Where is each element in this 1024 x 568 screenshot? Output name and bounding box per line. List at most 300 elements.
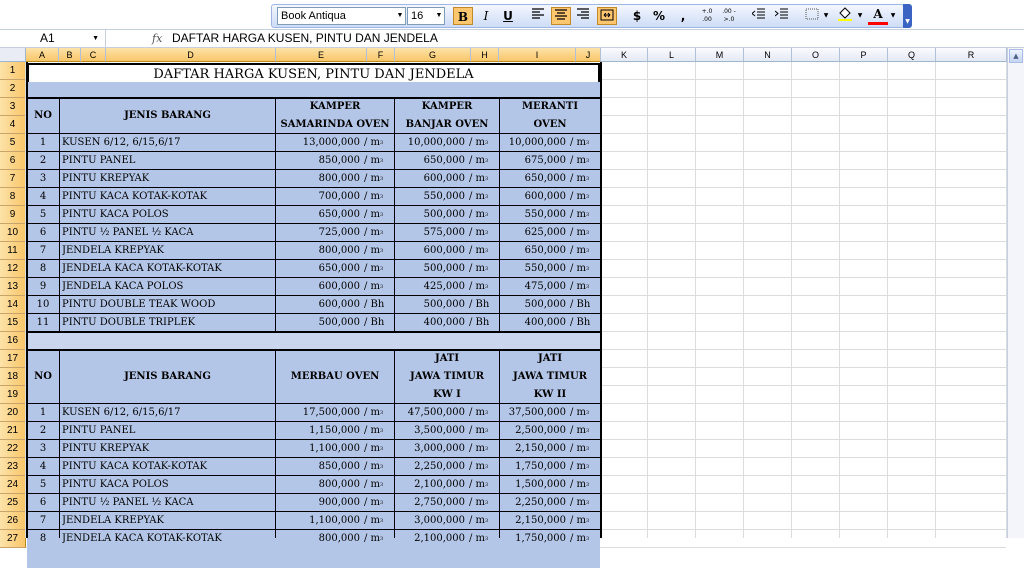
cell-price[interactable]: 47,500,000 — [407, 407, 465, 418]
cell-unit[interactable]: / Bh — [469, 317, 490, 328]
cell-unit[interactable]: / $m^3$ — [570, 461, 590, 472]
cell-jenis-barang[interactable]: PINTU KACA POLOS — [62, 479, 169, 490]
row-header[interactable]: 11 — [0, 242, 26, 260]
font-name-combo[interactable] — [277, 7, 406, 25]
column-header[interactable]: H — [471, 48, 499, 62]
cell-unit[interactable]: / $m^3$ — [364, 425, 384, 436]
insert-function-icon[interactable]: fx — [152, 32, 163, 45]
cell-price[interactable]: 725,000 — [318, 227, 360, 238]
border-line — [26, 97, 600, 99]
cell-price[interactable]: 500,000 — [524, 299, 566, 310]
cell-price[interactable]: 550,000 — [524, 263, 566, 274]
cell-unit[interactable]: / Bh — [469, 299, 490, 310]
cubic-superscript: 3 — [485, 446, 489, 452]
row-header[interactable]: 10 — [0, 224, 26, 242]
cell-unit[interactable]: / $m^3$ — [570, 479, 590, 490]
cell-price[interactable]: 2,100,000 — [414, 479, 465, 490]
column-header[interactable]: C — [81, 48, 106, 62]
cell-jenis-barang[interactable]: PINTU DOUBLE TEAK WOOD — [62, 299, 216, 310]
row-header[interactable]: 4 — [0, 116, 26, 134]
cell-no[interactable]: 11 — [36, 317, 50, 328]
cell-price[interactable]: 500,000 — [423, 209, 465, 220]
cell-price[interactable]: 650,000 — [524, 173, 566, 184]
cell-jenis-barang[interactable]: JENDELA KACA KOTAK-KOTAK — [62, 533, 222, 544]
cell-unit[interactable]: / $m^3$ — [469, 155, 489, 166]
header-jati-kw1-sub[interactable]: JAWA TIMUR — [409, 371, 485, 382]
fill-bucket-icon — [837, 7, 853, 21]
cubic-superscript: 3 — [485, 248, 489, 254]
cubic-superscript: 3 — [485, 482, 489, 488]
cell-price[interactable]: 550,000 — [423, 191, 465, 202]
cell-price[interactable]: 2,250,000 — [515, 497, 566, 508]
row-header[interactable]: 23 — [0, 458, 26, 476]
header-jenis-barang[interactable]: JENIS BARANG — [124, 371, 211, 382]
cell-no[interactable]: 2 — [39, 425, 47, 436]
row-header[interactable]: 26 — [0, 512, 26, 530]
cell-no[interactable]: 4 — [39, 461, 47, 472]
chevron-down-icon[interactable]: ▼ — [823, 12, 829, 19]
cell-no[interactable]: 1 — [39, 407, 47, 418]
header-meranti[interactable]: MERANTI — [521, 101, 579, 112]
chevron-down-icon[interactable]: ▼ — [396, 12, 404, 19]
cubic-superscript: 3 — [485, 266, 489, 272]
scroll-up-icon[interactable]: ▲ — [1009, 49, 1023, 63]
cubic-superscript: 3 — [485, 158, 489, 164]
cell-jenis-barang[interactable]: KUSEN 6/12, 6/15,6/17 — [62, 137, 181, 148]
cell-no[interactable]: 10 — [36, 299, 50, 310]
cell-price[interactable]: 2,250,000 — [414, 461, 465, 472]
header-jati-kw2-sub[interactable]: JAWA TIMUR — [512, 371, 588, 382]
cell-price[interactable]: 600,000 — [524, 191, 566, 202]
border-line — [26, 493, 600, 494]
cell-unit[interactable]: / $m^3$ — [364, 209, 384, 220]
row-header[interactable]: 8 — [0, 188, 26, 206]
cubic-superscript: 3 — [586, 410, 590, 416]
cell-price[interactable]: 1,750,000 — [515, 461, 566, 472]
cell-unit[interactable]: / $m^3$ — [364, 263, 384, 274]
cell-unit[interactable]: / $m^3$ — [469, 281, 489, 292]
cubic-superscript: 3 — [380, 266, 384, 272]
cubic-superscript: 3 — [586, 536, 590, 542]
cell-price[interactable]: 2,500,000 — [515, 425, 566, 436]
cell-price[interactable]: 37,500,000 — [508, 407, 566, 418]
cell-unit[interactable]: / $m^3$ — [570, 497, 590, 508]
cell-price[interactable]: 650,000 — [318, 263, 360, 274]
toolbar-options-button[interactable]: ▼ — [903, 4, 912, 28]
cubic-superscript: 3 — [485, 500, 489, 506]
cubic-superscript: 3 — [380, 536, 384, 542]
column-header[interactable]: F — [367, 48, 395, 62]
header-kamper-banjar-sub[interactable]: BANJAR OVEN — [405, 119, 489, 130]
cell-price[interactable]: 10,000,000 — [407, 137, 465, 148]
cell-unit[interactable]: / $m^3$ — [570, 515, 590, 526]
column-header[interactable]: K — [601, 48, 648, 62]
cell-unit[interactable]: / $m^3$ — [364, 281, 384, 292]
cubic-superscript: 3 — [380, 428, 384, 434]
cell-price[interactable]: 1,500,000 — [515, 479, 566, 490]
cubic-superscript: 3 — [380, 464, 384, 470]
cell-unit[interactable]: / $m^3$ — [570, 281, 590, 292]
cubic-superscript: 3 — [380, 446, 384, 452]
cell-unit[interactable]: / $m^3$ — [469, 497, 489, 508]
column-header[interactable]: J — [576, 48, 601, 62]
cell-jenis-barang[interactable]: PINTU KACA KOTAK-KOTAK — [62, 461, 208, 472]
cell-no[interactable]: 2 — [39, 155, 47, 166]
cell-unit[interactable]: / $m^3$ — [469, 137, 489, 148]
cell-unit[interactable]: / $m^3$ — [469, 533, 489, 544]
cubic-superscript: 3 — [586, 518, 590, 524]
cell-unit[interactable]: / $m^3$ — [570, 263, 590, 274]
cell-unit[interactable]: / $m^3$ — [364, 443, 384, 454]
cell-unit[interactable]: / $m^3$ — [364, 137, 384, 148]
row-header[interactable]: 7 — [0, 170, 26, 188]
cell-jenis-barang[interactable]: PINTU ½ PANEL ½ KACA — [62, 227, 194, 238]
cubic-superscript: 3 — [586, 266, 590, 272]
cubic-superscript: 3 — [586, 500, 590, 506]
cubic-superscript: 3 — [380, 284, 384, 290]
cell-price[interactable]: 575,000 — [423, 227, 465, 238]
cell-jenis-barang[interactable]: PINTU KACA KOTAK-KOTAK — [62, 191, 208, 202]
border-line — [275, 350, 276, 538]
cell-unit[interactable]: / $m^3$ — [570, 173, 590, 184]
bold-button[interactable]: B — [453, 7, 473, 25]
cell-price[interactable]: 600,000 — [423, 173, 465, 184]
cell-unit[interactable]: / $m^3$ — [570, 533, 590, 544]
cell-price[interactable]: 800,000 — [318, 479, 360, 490]
cell-price[interactable]: 3,000,000 — [414, 443, 465, 454]
decrease-indent-button[interactable] — [749, 7, 769, 25]
cell-price[interactable]: 850,000 — [318, 461, 360, 472]
cubic-superscript: 3 — [485, 518, 489, 524]
row-header[interactable]: 1 — [0, 62, 26, 80]
border-line — [499, 98, 500, 332]
merge-center-button[interactable] — [597, 7, 617, 25]
border-line — [26, 475, 600, 476]
cell-unit[interactable]: / $m^3$ — [469, 191, 489, 202]
cell-unit[interactable]: / $m^3$ — [570, 407, 590, 418]
cell-no[interactable]: 3 — [39, 443, 47, 454]
cell-unit[interactable]: / Bh — [364, 299, 385, 310]
cell-jenis-barang[interactable]: PINTU PANEL — [62, 425, 136, 436]
cell-unit[interactable]: / $m^3$ — [469, 425, 489, 436]
cubic-superscript: 3 — [586, 194, 590, 200]
cell-price[interactable]: 650,000 — [423, 155, 465, 166]
row-header[interactable]: 19 — [0, 386, 26, 404]
chevron-down-icon[interactable]: ▼ — [890, 12, 896, 19]
row-header[interactable]: 16 — [0, 332, 26, 350]
fill-color-button[interactable] — [835, 7, 855, 25]
cell-unit[interactable]: / $m^3$ — [364, 515, 384, 526]
cell-no[interactable]: 8 — [39, 263, 47, 274]
formula-bar — [0, 29, 1024, 48]
header-meranti-sub[interactable]: OVEN — [533, 119, 567, 130]
column-header[interactable]: L — [648, 48, 696, 62]
font-size-value: 16 — [411, 10, 424, 22]
cell-jenis-barang[interactable]: JENDELA KREPYAK — [62, 515, 164, 526]
row-header[interactable]: 6 — [0, 152, 26, 170]
cell-unit[interactable]: / $m^3$ — [469, 263, 489, 274]
header-jati-kw1[interactable]: JATI — [434, 353, 460, 364]
column-header[interactable]: D — [106, 48, 276, 62]
cell-unit[interactable]: / $m^3$ — [364, 245, 384, 256]
select-all-corner[interactable] — [0, 48, 26, 62]
border-line — [26, 529, 600, 530]
column-header[interactable]: E — [276, 48, 367, 62]
row-header[interactable]: 3 — [0, 98, 26, 116]
cell-price[interactable]: 800,000 — [318, 533, 360, 544]
cell-price[interactable]: 1,100,000 — [309, 443, 360, 454]
cell-price[interactable]: 600,000 — [318, 299, 360, 310]
cell-price[interactable]: 1,150,000 — [309, 425, 360, 436]
cell-jenis-barang[interactable]: PINTU PANEL — [62, 155, 136, 166]
decrease-decimal-button[interactable]: .00 ->.0 — [722, 8, 736, 23]
align-left-icon — [531, 8, 545, 20]
cell-price[interactable]: 475,000 — [524, 281, 566, 292]
align-left-button[interactable] — [528, 7, 548, 25]
cell-unit[interactable]: / $m^3$ — [364, 155, 384, 166]
cell-price[interactable]: 10,000,000 — [508, 137, 566, 148]
row-header[interactable]: 21 — [0, 422, 26, 440]
cell-price[interactable]: 2,750,000 — [414, 497, 465, 508]
formatting-toolbar — [0, 0, 1024, 29]
cell-unit[interactable]: / $m^3$ — [469, 443, 489, 454]
cell-price[interactable]: 400,000 — [524, 317, 566, 328]
cell-unit[interactable]: / $m^3$ — [364, 227, 384, 238]
chevron-down-icon[interactable]: ▼ — [435, 12, 443, 19]
cubic-superscript: 3 — [586, 464, 590, 470]
cell-unit[interactable]: / Bh — [570, 299, 591, 310]
chevron-down-icon[interactable]: ▼ — [92, 35, 99, 42]
row-header[interactable]: 15 — [0, 314, 26, 332]
cubic-superscript: 3 — [485, 176, 489, 182]
row-header[interactable]: 9 — [0, 206, 26, 224]
currency-button[interactable]: $ — [632, 9, 642, 23]
underline-button[interactable]: U — [503, 9, 513, 23]
align-right-button[interactable] — [573, 7, 593, 25]
column-header[interactable]: B — [59, 48, 81, 62]
border-line — [26, 457, 600, 458]
cell-unit[interactable]: / $m^3$ — [570, 245, 590, 256]
cell-unit[interactable]: / $m^3$ — [364, 533, 384, 544]
cubic-superscript: 3 — [586, 158, 590, 164]
cell-unit[interactable]: / $m^3$ — [469, 227, 489, 238]
cell-jenis-barang[interactable]: JENDELA KACA KOTAK-KOTAK — [62, 263, 222, 274]
sheet-title[interactable]: DAFTAR HARGA KUSEN, PINTU DAN JENDELA — [27, 63, 600, 82]
row-header[interactable]: 12 — [0, 260, 26, 278]
row-header[interactable]: 14 — [0, 296, 26, 314]
cell-jenis-barang[interactable]: PINTU ½ PANEL ½ KACA — [62, 497, 194, 508]
cell-price[interactable]: 13,000,000 — [302, 137, 360, 148]
header-jati-kw2[interactable]: JATI — [537, 353, 563, 364]
worksheet-grid[interactable] — [0, 48, 1024, 544]
borders-button[interactable] — [802, 7, 822, 25]
cubic-superscript: 3 — [485, 194, 489, 200]
cell-no[interactable]: 4 — [39, 191, 47, 202]
header-merbau-oven[interactable]: MERBAU OVEN — [290, 371, 380, 382]
cell-price[interactable]: 800,000 — [318, 245, 360, 256]
row-header[interactable]: 20 — [0, 404, 26, 422]
column-header[interactable]: G — [395, 48, 471, 62]
italic-button[interactable]: I — [483, 9, 489, 23]
cell-unit[interactable]: / $m^3$ — [570, 443, 590, 454]
column-header[interactable]: I — [499, 48, 576, 62]
column-header[interactable]: M — [696, 48, 744, 62]
cell-no[interactable]: 1 — [39, 137, 47, 148]
blank-row-16 — [27, 332, 600, 350]
cell-unit[interactable]: / $m^3$ — [469, 461, 489, 472]
cell-no[interactable]: 9 — [39, 281, 47, 292]
cell-price[interactable]: 2,150,000 — [515, 443, 566, 454]
cell-unit[interactable]: / $m^3$ — [570, 425, 590, 436]
header-no[interactable]: NO — [34, 110, 52, 121]
cell-price[interactable]: 2,100,000 — [414, 533, 465, 544]
row-header[interactable]: 2 — [0, 80, 26, 98]
row-header[interactable]: 27 — [0, 530, 26, 548]
column-header[interactable]: O — [792, 48, 840, 62]
cell-unit[interactable]: / $m^3$ — [469, 245, 489, 256]
cell-no[interactable]: 8 — [39, 533, 47, 544]
increase-decimal-button[interactable]: +.0 .00 — [701, 8, 713, 23]
cell-unit[interactable]: / $m^3$ — [570, 227, 590, 238]
cell-price[interactable]: 600,000 — [318, 281, 360, 292]
font-color-button[interactable]: A — [868, 7, 888, 25]
cell-no[interactable]: 5 — [39, 209, 47, 220]
cubic-superscript: 3 — [586, 284, 590, 290]
cell-unit[interactable]: / $m^3$ — [364, 479, 384, 490]
cell-unit[interactable]: / $m^3$ — [469, 173, 489, 184]
header-no[interactable]: NO — [34, 371, 52, 382]
cell-price[interactable]: 500,000 — [423, 299, 465, 310]
cell-price[interactable]: 425,000 — [423, 281, 465, 292]
cell-price[interactable]: 1,750,000 — [515, 533, 566, 544]
header-kamper-samarinda[interactable]: KAMPER — [309, 101, 361, 112]
font-size-combo[interactable] — [407, 7, 445, 25]
column-header[interactable]: N — [744, 48, 792, 62]
cell-jenis-barang[interactable]: PINTU DOUBLE TRIPLEK — [62, 317, 196, 328]
cell-jenis-barang[interactable]: PINTU KACA POLOS — [62, 209, 169, 220]
formula-content[interactable]: DAFTAR HARGA KUSEN, PINTU DAN JENDELA — [172, 31, 438, 45]
name-box[interactable] — [2, 30, 106, 47]
column-header[interactable]: P — [840, 48, 888, 62]
cubic-superscript: 3 — [380, 230, 384, 236]
column-header[interactable]: R — [936, 48, 1007, 62]
cell-price[interactable]: 3,000,000 — [414, 515, 465, 526]
cell-unit[interactable]: / Bh — [570, 317, 591, 328]
cell-unit[interactable]: / $m^3$ — [469, 479, 489, 490]
cell-jenis-barang[interactable]: JENDELA KREPYAK — [62, 245, 164, 256]
align-center-button[interactable] — [551, 7, 571, 25]
header-jati-kw2-grade[interactable]: KW II — [533, 389, 567, 400]
row-header[interactable]: 22 — [0, 440, 26, 458]
cell-unit[interactable]: / $m^3$ — [469, 209, 489, 220]
border-line — [600, 62, 602, 538]
increase-indent-button[interactable] — [772, 7, 792, 25]
row-header[interactable]: 18 — [0, 368, 26, 386]
column-header[interactable]: Q — [888, 48, 936, 62]
border-line — [394, 350, 395, 538]
cell-no[interactable]: 6 — [39, 227, 47, 238]
border-line — [26, 151, 600, 152]
cell-unit[interactable]: / Bh — [364, 317, 385, 328]
row-header[interactable]: 17 — [0, 350, 26, 368]
percent-button[interactable]: % — [652, 9, 666, 23]
cell-price[interactable]: 650,000 — [524, 245, 566, 256]
cell-unit[interactable]: / $m^3$ — [364, 497, 384, 508]
cubic-superscript: 3 — [380, 176, 384, 182]
cubic-superscript: 3 — [586, 446, 590, 452]
cell-price[interactable]: 2,150,000 — [515, 515, 566, 526]
cell-no[interactable]: 6 — [39, 497, 47, 508]
cell-price[interactable]: 850,000 — [318, 155, 360, 166]
cell-unit[interactable]: / $m^3$ — [570, 209, 590, 220]
header-jenis-barang[interactable]: JENIS BARANG — [124, 110, 211, 121]
cubic-superscript: 3 — [586, 428, 590, 434]
cell-no[interactable]: 5 — [39, 479, 47, 490]
cell-price[interactable]: 550,000 — [524, 209, 566, 220]
cell-price[interactable]: 625,000 — [524, 227, 566, 238]
cell-price[interactable]: 500,000 — [318, 317, 360, 328]
cell-price[interactable]: 600,000 — [423, 245, 465, 256]
cell-price[interactable]: 700,000 — [318, 191, 360, 202]
column-header[interactable]: A — [26, 48, 59, 62]
cell-price[interactable]: 3,500,000 — [414, 425, 465, 436]
cell-unit[interactable]: / $m^3$ — [570, 191, 590, 202]
cubic-superscript: 3 — [586, 248, 590, 254]
cell-unit[interactable]: / $m^3$ — [364, 461, 384, 472]
row-header[interactable]: 13 — [0, 278, 26, 296]
cell-jenis-barang[interactable]: KUSEN 6/12, 6/15,6/17 — [62, 407, 181, 418]
vertical-scrollbar[interactable] — [1007, 48, 1024, 538]
border-line — [275, 98, 276, 332]
cell-jenis-barang[interactable]: PINTU KREPYAK — [62, 443, 150, 454]
border-line — [499, 350, 500, 538]
header-kamper-banjar[interactable]: KAMPER — [421, 101, 473, 112]
cell-unit[interactable]: / $m^3$ — [570, 155, 590, 166]
cell-unit[interactable]: / $m^3$ — [469, 407, 489, 418]
border-line — [26, 313, 600, 314]
row-header[interactable]: 25 — [0, 494, 26, 512]
cell-price[interactable]: 17,500,000 — [302, 407, 360, 418]
cell-price[interactable]: 675,000 — [524, 155, 566, 166]
cell-jenis-barang[interactable]: JENDELA KACA POLOS — [62, 281, 184, 292]
cell-price[interactable]: 900,000 — [318, 497, 360, 508]
cell-unit[interactable]: / $m^3$ — [364, 191, 384, 202]
cell-price[interactable]: 500,000 — [423, 263, 465, 274]
cell-no[interactable]: 3 — [39, 173, 47, 184]
comma-button[interactable]: , — [680, 9, 686, 23]
header-kamper-samarinda-sub[interactable]: SAMARINDA OVEN — [280, 119, 390, 130]
row-header[interactable]: 24 — [0, 476, 26, 494]
cell-unit[interactable]: / $m^3$ — [570, 137, 590, 148]
cell-price[interactable]: 650,000 — [318, 209, 360, 220]
row-header[interactable]: 5 — [0, 134, 26, 152]
border-line — [26, 511, 600, 512]
cell-unit[interactable]: / $m^3$ — [364, 407, 384, 418]
cell-unit[interactable]: / $m^3$ — [469, 515, 489, 526]
cell-unit[interactable]: / $m^3$ — [364, 173, 384, 184]
cubic-superscript: 3 — [485, 230, 489, 236]
cell-price[interactable]: 800,000 — [318, 173, 360, 184]
chevron-down-icon[interactable]: ▼ — [857, 12, 863, 19]
border-line — [59, 98, 60, 332]
border-line — [26, 403, 600, 404]
cell-price[interactable]: 400,000 — [423, 317, 465, 328]
cell-no[interactable]: 7 — [39, 245, 47, 256]
header-jati-kw1-grade[interactable]: KW I — [433, 389, 461, 400]
cell-jenis-barang[interactable]: PINTU KREPYAK — [62, 173, 150, 184]
cell-no[interactable]: 7 — [39, 515, 47, 526]
cell-price[interactable]: 1,100,000 — [309, 515, 360, 526]
